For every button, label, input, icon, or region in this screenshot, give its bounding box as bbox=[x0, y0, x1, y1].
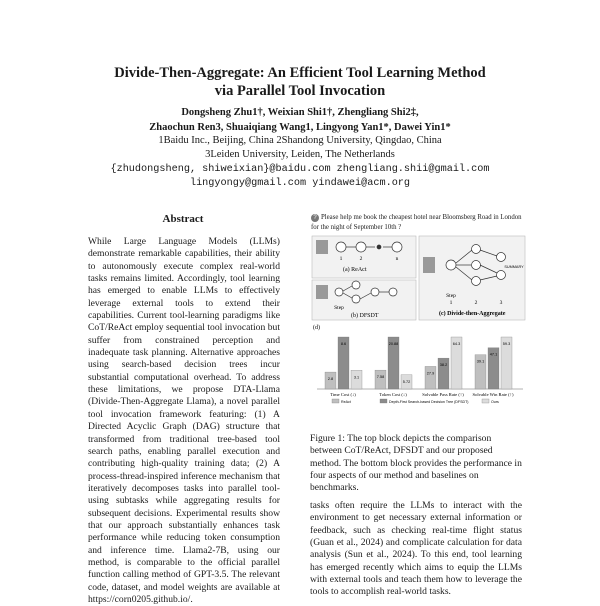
node bbox=[352, 281, 360, 289]
legend-swatch bbox=[332, 399, 339, 403]
authors-line-1: Dongsheng Zhu1†, Weixian Shi1†, Zhengliang Shi2‡, bbox=[181, 107, 419, 118]
email-block bbox=[40, 163, 560, 191]
react-step-n: n bbox=[395, 256, 399, 262]
bar-value-label: 3.1 bbox=[353, 375, 360, 380]
node bbox=[335, 288, 343, 296]
paper-title bbox=[60, 64, 540, 100]
ellipsis-dot bbox=[377, 245, 381, 249]
node-n bbox=[392, 242, 402, 252]
react-step-2: 2 bbox=[359, 256, 363, 262]
abstract-text: While Large Language Models (LLMs) demonstrate remarkable capabilities, their ability to autonomously execute complex real-world tasks remains limited. Accordingly, tool learning has emerged to enable LLMs to effectively leverage external tools to extend their capabilities. Current tool-learning paradigms like CoT/ReAct employ sequential tool invocation but suffer from constrained perception and inadequate task planning. Alternative approaches using search-based decision trees incur substantial computational overhead. To address these limitations, we propose DTA-Llama (Divide-Then-Aggregate Llama), a novel parallel tool invocation framework featuring: (1) A Directed Acyclic Graph (DAG) structure that transformed from traditional tree-based tool search paths, enabling parallel execution and contributing high-quality training data; (2) A process-thread-inspired inference mechanism that iteratively decomposes tasks into parallel tool-using subtasks while aggregating results for subsequent decisions. Experimental results show that our approach substantially enhances task performance while reducing token consumption and inference time. Llama2-7B, using our method, is comparable to the official parallel function calling method of GPT-3.5. The relevant code, dataset, and model weights are available at https://corn0205.github.io/. bbox=[88, 236, 280, 605]
node bbox=[472, 261, 481, 270]
bar-value-label: 64.3 bbox=[452, 342, 461, 346]
robot-icon bbox=[423, 257, 435, 273]
title-line-2: via Parallel Tool Invocation bbox=[214, 83, 386, 99]
dta-step: Step bbox=[446, 293, 456, 299]
bar-value-label: 59.3 bbox=[502, 342, 511, 346]
node bbox=[472, 245, 481, 254]
node bbox=[352, 295, 360, 303]
node-2 bbox=[356, 242, 366, 252]
query-text: Please help me book the cheapest hotel near Bloomsberg Road in London for the night of September 10th ? bbox=[311, 214, 522, 231]
legend-label: Ours bbox=[491, 400, 499, 404]
node bbox=[371, 288, 379, 296]
author-list bbox=[40, 105, 560, 135]
figure-query bbox=[311, 213, 526, 233]
body-paragraph: tasks often require the LLMs to interact with the environment to get necessary external information or feedback, such as checking real-time flight status (Guan et al., 2024) and complicate calculation for data analysis (Sun et al., 2024). To this end, tool learning has emerged recently which aims to equip the LLMs with external tools and teach them how to leverage the tools to accomplish real-world tasks. bbox=[310, 500, 522, 598]
figure-diagram bbox=[311, 235, 526, 435]
question-icon: ? bbox=[311, 214, 319, 222]
legend-label: Depth-First Search-based Decision Tree (DFSDT) bbox=[389, 400, 469, 404]
bar-value-label: 38.2 bbox=[439, 363, 448, 368]
legend-swatch bbox=[380, 399, 387, 403]
dta-step-1: 1 bbox=[449, 300, 453, 306]
panel-a-label: (a) ReAct bbox=[343, 267, 367, 273]
bar-value-label: 7.58 bbox=[376, 375, 385, 380]
abstract-heading: Abstract bbox=[162, 213, 204, 225]
bar-0-2 bbox=[351, 370, 362, 389]
node bbox=[497, 253, 506, 262]
category-label: Token Cost (↓) bbox=[379, 392, 407, 397]
bar-value-label: 27.9 bbox=[426, 371, 435, 376]
email-line-1: {zhudongsheng, shiweixian}@baidu.com zhengliang.shii@gmail.com bbox=[110, 164, 490, 175]
affiliations bbox=[40, 134, 560, 162]
dta-step-2: 2 bbox=[474, 300, 478, 306]
node bbox=[389, 288, 397, 296]
category-label: Time Cost (↓) bbox=[330, 392, 356, 397]
panel-b-label: (b) DFSDT bbox=[351, 313, 379, 319]
bar-value-label: 2.8 bbox=[327, 377, 334, 382]
bar-value-label: 8.6 bbox=[340, 342, 347, 346]
category-label: Solvable Win Rate (↑) bbox=[472, 392, 514, 397]
react-step-1: 1 bbox=[339, 256, 343, 262]
bar-1-0 bbox=[375, 370, 386, 389]
affiliation-line-2: 3Leiden University, Leiden, The Netherlands bbox=[205, 149, 395, 160]
title-line-1: Divide-Then-Aggregate: An Efficient Tool Learning Method bbox=[114, 65, 486, 81]
chart-legend bbox=[332, 399, 499, 404]
node bbox=[446, 260, 456, 270]
affiliation-line-1: 1Baidu Inc., Beijing, China 2Shandong University, Qingdao, China bbox=[158, 135, 442, 146]
figure-1 bbox=[311, 213, 526, 428]
authors-line-2: Zhaochun Ren3, Shuaiqiang Wang1, Lingyong Yan1*, Dawei Yin1* bbox=[149, 122, 451, 133]
legend-swatch bbox=[482, 399, 489, 403]
panel-c-label: (c) Divide-then-Aggregate bbox=[439, 311, 506, 317]
panel-d-label: (d) bbox=[313, 325, 320, 331]
bar-value-label: 5.72 bbox=[402, 379, 411, 384]
robot-icon bbox=[316, 240, 328, 254]
legend-label: ReAct bbox=[341, 400, 351, 404]
node-1 bbox=[336, 242, 346, 252]
bar-value-label: 20.88 bbox=[388, 342, 399, 346]
dfsdt-step: Step bbox=[334, 305, 344, 311]
bar-value-label: 39.1 bbox=[476, 359, 485, 364]
summary-tag: SUMMARY bbox=[504, 265, 524, 269]
node bbox=[472, 277, 481, 286]
robot-icon bbox=[316, 285, 328, 299]
figure-caption: Figure 1: The top block depicts the comparison between CoT/ReAct, DFSDT and our proposed method. The bottom block provides the performance in four aspects of our method and baselines on benchmarks. bbox=[310, 433, 522, 494]
node bbox=[497, 271, 506, 280]
email-line-2: lingyongy@gmail.com yindawei@acm.org bbox=[189, 178, 411, 189]
bar-value-label: 47.1 bbox=[489, 352, 498, 357]
bar-2-0 bbox=[425, 366, 436, 389]
dta-step-3: 3 bbox=[499, 300, 503, 306]
category-label: Solvable Pass Rate (↑) bbox=[422, 392, 464, 397]
chart-bars bbox=[325, 337, 514, 397]
